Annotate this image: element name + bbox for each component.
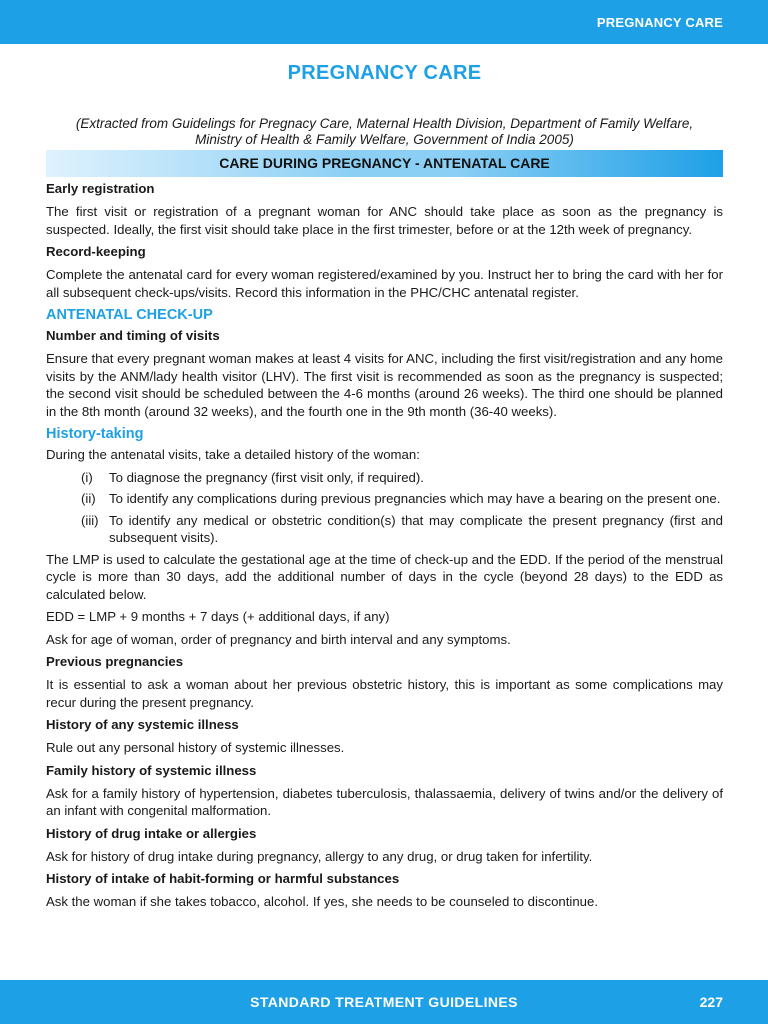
footer-title: STANDARD TREATMENT GUIDELINES <box>250 994 518 1010</box>
early-registration-text: The first visit or registration of a pregnant woman for ANC should take place as soon as the pregnancy is suspected. Ideally, the first visit should take place in the first trimester, before or at the 12th week of pregnancy. <box>46 204 723 237</box>
systemic-illness-text: Rule out any personal history of systemic illnesses. <box>46 740 345 755</box>
list-item-number: (ii) <box>81 491 96 506</box>
source-line-1: (Extracted from Guidelings for Pregnacy Care, Maternal Health Division, Department of Family Welfare, <box>75 116 694 131</box>
family-history-text: Ask for a family history of hypertension, diabetes tuberculosis, thalassaemia, delivery of twins and/or the delivery of an infant with congenital malformation. <box>46 785 723 818</box>
section-banner-title: CARE DURING PREGNANCY - ANTENATAL CARE <box>219 155 550 171</box>
document-body <box>46 178 723 916</box>
list-item-number: (i) <box>81 469 93 485</box>
systemic-illness-heading: History of any systemic illness <box>46 717 239 732</box>
family-history-heading: Family history of systemic illness <box>46 762 257 778</box>
visits-text: Ensure that every pregnant woman makes at least 4 visits for ANC, including the first visit/registration and any home visits by the ANM/lady health visitor (LHV). The first visit is recommended as soon as the pregnancy is suspected; the second visit should be scheduled between the 4-6 months (around 26 weeks). The third one should be planned in the 8th month (around 32 weeks), and the fourth one in the 9th month (36-40 weeks). <box>46 351 723 419</box>
habit-forming-heading: History of intake of habit-forming or harmful substances <box>46 871 400 886</box>
history-taking-intro: During the antenatal visits, take a detailed history of the woman: <box>46 447 420 462</box>
previous-pregnancies-text: It is essential to ask a woman about her previous obstetric history, this is important as some complications may recur during the present pregnancy. <box>46 677 723 710</box>
list-item <box>46 469 723 487</box>
list-item-number: (iii) <box>81 512 99 528</box>
list-item-text: To identify any medical or obstetric condition(s) that may complicate the present pregnancy (first and subsequent visits). <box>109 512 723 545</box>
ask-age-text: Ask for age of woman, order of pregnancy and birth interval and any symptoms. <box>46 631 511 647</box>
lmp-text: The LMP is used to calculate the gestational age at the time of check-up and the EDD. If the period of the menstrual cycle is more than 30 days, add the additional number of days in the cycle (beyond 28 days) to the EDD as calculated below. <box>46 551 723 602</box>
drug-intake-heading: History of drug intake or allergies <box>46 825 257 841</box>
footer-bar <box>0 980 768 1024</box>
source-line-2: Ministry of Health & Family Welfare, Government of India 2005) <box>195 132 574 147</box>
drug-intake-text: Ask for history of drug intake during pregnancy, allergy to any drug, or drug taken for infertility. <box>46 848 593 864</box>
antenatal-checkup-heading: ANTENATAL CHECK-UP <box>46 307 213 323</box>
list-item <box>46 490 723 508</box>
header-bar <box>0 0 768 44</box>
previous-pregnancies-heading: Previous pregnancies <box>46 654 184 669</box>
running-title: PREGNANCY CARE <box>596 15 723 30</box>
visits-subheading: Number and timing of visits <box>46 328 220 343</box>
section-banner <box>46 150 723 177</box>
page-number: 227 <box>699 994 723 1010</box>
early-registration-heading: Early registration <box>46 181 155 196</box>
list-item-text: To diagnose the pregnancy (first visit only, if required). <box>109 469 424 485</box>
history-taking-list <box>46 469 723 547</box>
habit-forming-text: Ask the woman if she takes tobacco, alcohol. If yes, she needs to be counseled to discontinue. <box>46 894 599 909</box>
record-keeping-text: Complete the antenatal card for every woman registered/examined by you. Instruct her to bring the card with her for all subsequent check-ups/visits. Record this information in the PHC/CHC antenatal register. <box>46 267 723 300</box>
page-title: PREGNANCY CARE <box>287 62 482 84</box>
record-keeping-heading: Record-keeping <box>46 244 146 259</box>
source-citation <box>46 116 723 148</box>
edd-formula: EDD = LMP + 9 months + 7 days (+ additional days, if any) <box>46 609 390 624</box>
list-item <box>46 512 723 547</box>
history-taking-heading: History-taking <box>46 426 144 442</box>
list-item-text: To identify any complications during previous pregnancies which may have a bearing on the present one. <box>109 491 721 506</box>
